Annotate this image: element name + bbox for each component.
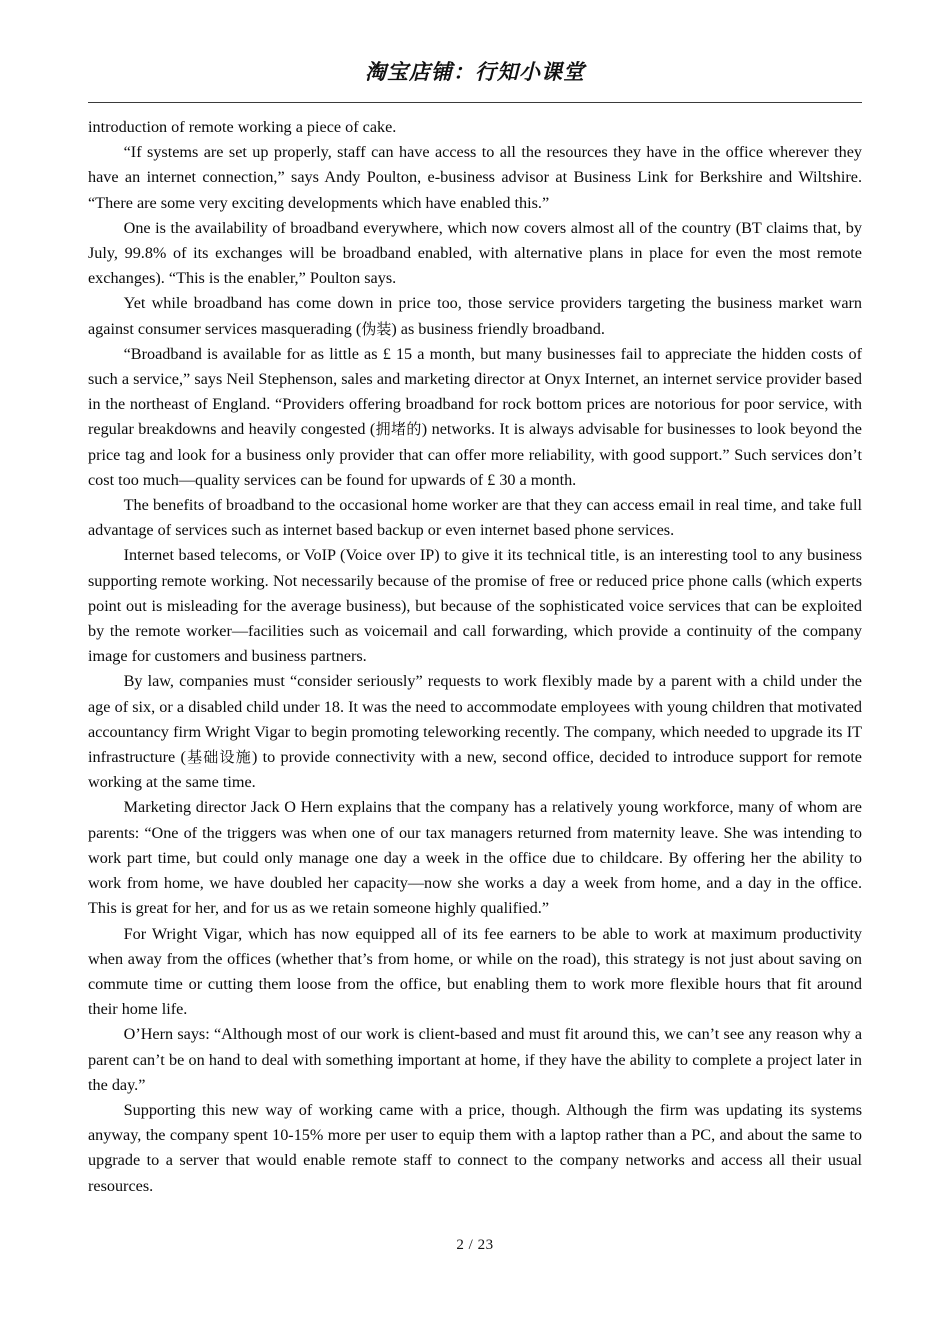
body-paragraph: “Broadband is available for as little as £ 15 a month, but many businesses fail to appreciate the hidden costs of such a service,” says Neil Stephenson, sales and marketing director at Onyx Internet, an internet service provider based in the northeast of England. “Providers offering broadband for rock bottom prices are notorious for poor service, with regular breakdowns and heavily congested (拥堵的) networks. It is always advisable for businesses to look beyond the price tag and look for a business only provider that can offer more reliability, with good support.” Such services don’t cost too much—quality services can be found for upwards of £ 30 a month.: [88, 344, 862, 489]
running-header: [88, 60, 862, 85]
body-paragraph: One is the availability of broadband everywhere, which now covers almost all of the country (BT claims that, by July, 99.8% of its exchanges will be broadband enabled, with alternative plans in place for even the most remote exchanges). “This is the enabler,” Poulton says.: [88, 218, 862, 288]
body-paragraph: By law, companies must “consider seriously” requests to work flexibly made by a parent with a child under the age of six, or a disabled child under 18. It was the need to accommodate employees with young children that motivated accountancy firm Wright Vigar to begin promoting teleworking recently. The company, which needed to upgrade its IT infrastructure (基础设施) to provide connectivity with a new, second office, decided to introduce support for remote working at the same time.: [88, 672, 862, 792]
header-divider-rule: [88, 102, 862, 103]
body-paragraph: For Wright Vigar, which has now equipped all of its fee earners to be able to work at maximum productivity when away from the offices (whether that’s from home, or while on the road), this strategy is not just about saving on commute time or cutting them loose from the office, but enabling them to work more flexible hours that fit around their home life.: [88, 924, 862, 1019]
page-number: 2 / 23: [456, 1237, 494, 1253]
body-paragraph: Yet while broadband has come down in price too, those service providers targeting the business market warn against consumer services masquerading (伪装) as business friendly broadband.: [88, 294, 862, 338]
body-paragraph: Internet based telecoms, or VoIP (Voice over IP) to give it its technical title, is an interesting tool to any business supporting remote working. Not necessarily because of the promise of free or reduced price phone calls (which experts point out is misleading for the average business), but because of the sophisticated voice services that can be exploited by the remote worker—facilities such as voicemail and call forwarding, which provide a continuity of the company image for customers and business partners.: [88, 546, 862, 666]
document-body: [88, 115, 862, 1199]
cjk-gloss: 拥堵的: [375, 420, 422, 439]
body-paragraph: introduction of remote working a piece of cake.: [88, 118, 397, 136]
body-paragraph: Supporting this new way of working came with a price, though. Although the firm was updating its systems anyway, the company spent 10-15% more per user to equip them with a laptop rather than a PC, and about the same to upgrade to a server that would enable remote staff to connect to the company networks and access all their usual resources.: [88, 1100, 862, 1195]
body-paragraph: “If systems are set up properly, staff can have access to all the resources they have in the office wherever they have an internet connection,” says Andy Poulton, e-business advisor at Business Link for Berkshire and Wiltshire. “There are some very exciting developments which have enabled this.”: [88, 143, 862, 212]
header-shop-title: 淘宝店铺：行知小课堂: [365, 60, 585, 84]
body-paragraph: The benefits of broadband to the occasional home worker are that they can access email in real time, and take full advantage of services such as internet based backup or even internet based phone services.: [88, 496, 862, 540]
cjk-gloss: 基础设施: [185, 748, 252, 767]
cjk-gloss: 伪装: [361, 319, 392, 338]
page-footer: [88, 1236, 862, 1254]
body-paragraph: Marketing director Jack O Hern explains that the company has a relatively young workforce, many of whom are parents: “One of the triggers was when one of our tax managers returned from maternity leave. She was intending to work part time, but could only manage one day a week in the office due to childcare. By offering her the ability to work from home, we have doubled her capacity—now she works a day a week from home, and a day in the office. This is great for her, and for us as we retain someone highly qualified.”: [88, 798, 862, 918]
body-paragraph: O’Hern says: “Although most of our work is client-based and must fit around this, we can’t see any reason why a parent can’t be on hand to deal with something important at home, if they have the ability to complete a project later in the day.”: [88, 1025, 862, 1094]
